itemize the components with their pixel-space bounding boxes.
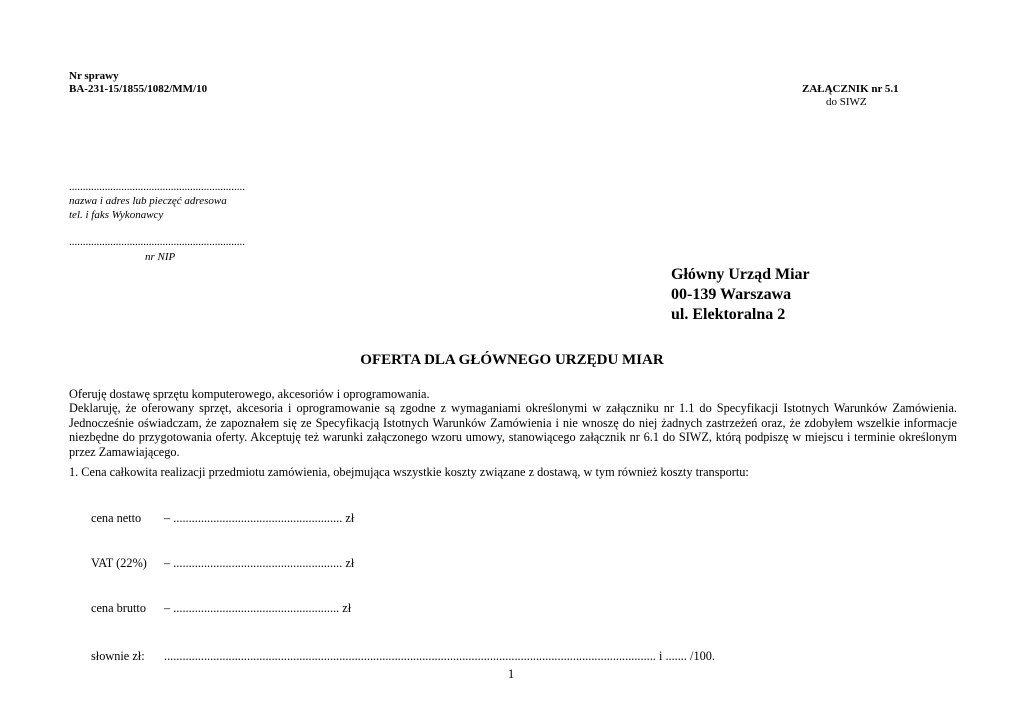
declaration-paragraph: Deklaruję, że oferowany sprzęt, akcesoria i oprogramowanie są zgodne z wymaganiami określonymi w załączniku nr 1.1 do Specyfikacji Istotnych Warunków Zamówienia. Jednocześnie oświadczam, że zapoznałem się ze Specyfikacją Istotnych Warunków Zamówienia i nie wnoszę do niej żadnych zastrzeżeń oraz, że zdobyłem wszelkie informacje niezbędne do przygotowania oferty. Akceptuję też warunki załączonego wzoru umowy, stanowiącego załącznik nr 6.1 do SIWZ, którą podpiszę w miejscu i terminie określonym przez Zamawiającego. xyxy=(69,401,957,459)
net-price-label: cena netto xyxy=(91,511,142,525)
case-number-label: Nr sprawy xyxy=(69,70,119,82)
nip-dots: ................................................................ xyxy=(69,236,245,248)
amount-in-words-field[interactable]: ................................................................................................................................................................ i ....... /100. xyxy=(164,649,715,663)
document-title: OFERTA DLA GŁÓWNEGO URZĘDU MIAR xyxy=(360,352,664,368)
nip-label: nr NIP xyxy=(145,251,176,263)
gross-price-label: cena brutto xyxy=(91,601,146,615)
attachment-sub: do SIWZ xyxy=(826,96,867,108)
amount-in-words-label: słownie zł: xyxy=(91,649,145,663)
page-number: 1 xyxy=(508,667,515,681)
case-number: BA-231-15/1855/1082/MM/10 xyxy=(69,83,208,95)
offer-statement: Oferuję dostawę sprzętu komputerowego, akcesoriów i oprogramowania. xyxy=(69,387,430,401)
recipient-city: 00-139 Warszawa xyxy=(671,286,792,303)
contractor-name-dots: ................................................................ xyxy=(69,181,245,193)
recipient-street: ul. Elektoralna 2 xyxy=(671,306,786,323)
contractor-name-label: nazwa i adres lub pieczęć adresowa xyxy=(69,195,227,207)
net-price-field[interactable]: – ....................................................... zł xyxy=(164,511,355,525)
recipient-name: Główny Urząd Miar xyxy=(671,266,810,283)
vat-label: VAT (22%) xyxy=(91,556,147,570)
vat-field[interactable]: – ....................................................... zł xyxy=(164,556,355,570)
contractor-phone-label: tel. i faks Wykonawcy xyxy=(69,209,164,221)
attachment-number: ZAŁĄCZNIK nr 5.1 xyxy=(802,83,899,95)
item-1-price: 1. Cena całkowita realizacji przedmiotu zamówienia, obejmująca wszystkie koszty związane z dostawą, w tym również koszty transportu: xyxy=(69,465,749,479)
gross-price-field[interactable]: – ...................................................... zł xyxy=(164,601,352,615)
